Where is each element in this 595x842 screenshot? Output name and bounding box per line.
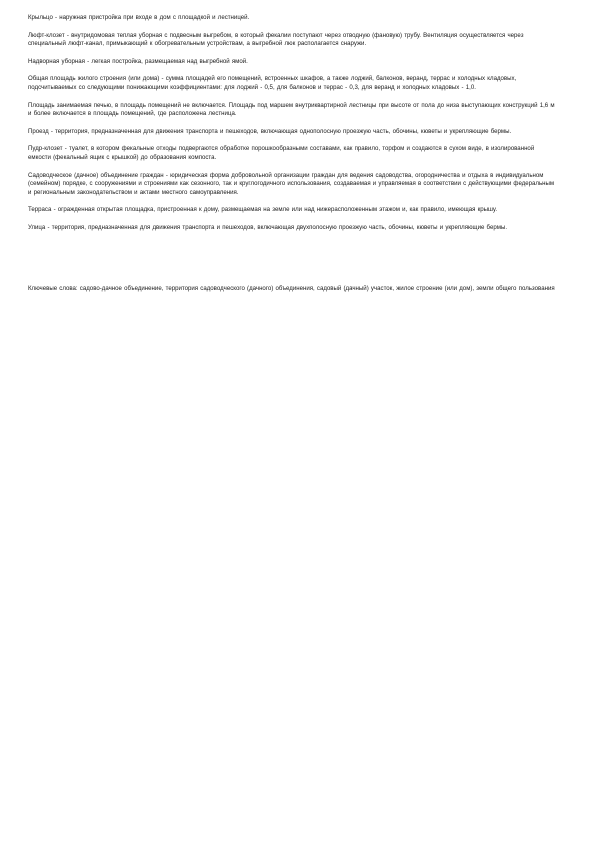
definition-powder-closet: Пудр-клозет - туалет, в котором фекальные отходы подвергаются обработке порошкообразными составами, как правило, торфом и создаются в сухом виде, в изолированной емкости (фекальный ящик с крышкой) до образования компоста. (28, 145, 535, 161)
note-area-calculation: Площадь занимаемая печью, в площадь помещений не включается. Площадь под маршем внутриквартирной лестницы при высоте от пола до низа выступающих конструкций 1,6 м и более включается в площадь помещений, где расположена лестница. (28, 101, 555, 118)
definition-lyuft-closet: Люфт-клозет - внутридомовая теплая уборная с подвесным выгребом, в который фекалии поступают через отводную (фановую) трубу. Вентиляция осуществляется через специальный люфт-канал, примыкающий к обогревательным устройствам, а выгребной люк располагается снаружи. (28, 31, 524, 48)
definition-terrace: Терраса - огражденная открытая площадка, пристроенная к дому, размещаемая на земле или над нижерасположенным этажом и, как правило, имеющая крышу. (28, 206, 498, 214)
definition-porch: Крыльцо - наружная пристройка при входе в дом с площадкой и лестницей. (28, 14, 250, 21)
definition-driveway: Проезд - территория, предназначенная для движения транспорта и пешеходов, включающая однополосную проезжую часть, обочины, кюветы и укрепляющие бермы. (28, 127, 512, 135)
definition-garden-association: Садоводческое (дачное) объединение граждан - юридическая форма добровольной организации граждан для ведения садоводства, огородничества и отдыха в индивидуальном (семейном) порядке, с сооружениями и строениями как сезонного, так и круглогодичного использования, создаваемая и управляемая в соответствии с действующими федеральным и региональным законодательством и актами местного самоуправления. (28, 171, 555, 196)
definition-outdoor-toilet: Надворная уборная - легкая постройка, размещаемая над выгребной ямой. (28, 57, 248, 65)
section-gap (28, 242, 558, 285)
keywords-line: Ключевые слова: садово-дачное объединение, территория садоводческого (дачного) объединения, садовый (дачный) участок, жилое строение (или дом), земли общего пользования (28, 284, 555, 292)
definition-total-area: Общая площадь жилого строения (или дома) - сумма площадей его помещений, встроенных шкафов, а также лоджий, балконов, веранд, террас и холодных кладовых, подсчитываемых со следующими понижающими коэффициентами: для лоджий - 0,5, для балконов и террас - 0,3, для веранд и холодных кладовых - 1,0. (28, 75, 517, 91)
definition-street: Улица - территория, предназначенная для движения транспорта и пешеходов, включающая двухполосную проезжую часть, обочины, кюветы и укрепляющие бермы. (28, 223, 508, 231)
document-body (28, 14, 558, 302)
